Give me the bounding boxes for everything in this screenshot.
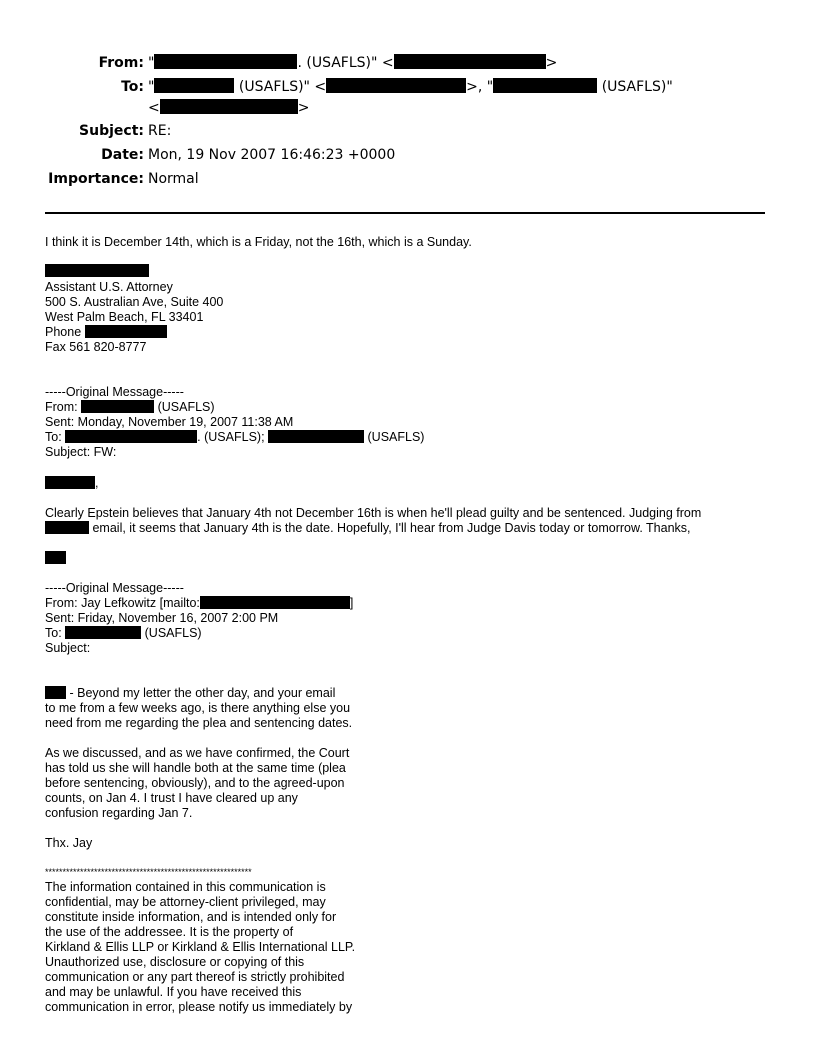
disclaimer-line: constitute inside information, and is intended only for xyxy=(45,910,337,924)
redaction-box xyxy=(45,264,149,277)
redaction-box xyxy=(493,78,597,93)
to-value-line2: < > xyxy=(148,100,310,116)
original-subject: Subject: FW: xyxy=(45,445,117,459)
jay-paragraph-line: before sentencing, obviously), and to the agreed-upon xyxy=(45,776,345,790)
jay-paragraph-line: counts, on Jan 4. I trust I have cleared up any xyxy=(45,791,298,805)
disclaimer-line: confidential, may be attorney-client privileged, may xyxy=(45,895,326,909)
redaction-box xyxy=(160,99,298,114)
message-paragraph-line: Clearly Epstein believes that January 4th not December 16th is when he'll plead guilty and be sentenced. Judging from xyxy=(45,506,702,520)
to-value: " (USAFLS)" < >, " (USAFLS)" xyxy=(148,79,673,95)
from-label: From: xyxy=(98,55,144,71)
disclaimer-line: the use of the addressee. It is the property of xyxy=(45,925,294,939)
disclaimer-line: Unauthorized use, disclosure or copying of this xyxy=(45,955,305,969)
disclaimer-line: The information contained in this communication is xyxy=(45,880,326,894)
jay-paragraph-line: - Beyond my letter the other day, and your email xyxy=(45,686,335,701)
jay-signoff: Thx. Jay xyxy=(45,836,93,850)
date-value: Mon, 19 Nov 2007 16:46:23 +0000 xyxy=(148,147,396,163)
original-to: To: (USAFLS) xyxy=(45,626,202,640)
from-value: " . (USAFLS)" < > xyxy=(148,55,558,71)
redaction-box xyxy=(65,430,197,443)
greeting: , xyxy=(45,476,98,491)
importance-label: Importance: xyxy=(48,171,144,187)
redaction-box xyxy=(45,476,95,489)
original-sent: Sent: Monday, November 19, 2007 11:38 AM xyxy=(45,415,294,429)
redaction-box xyxy=(200,596,350,609)
importance-value: Normal xyxy=(148,171,199,187)
signature-fax: Fax 561 820-8777 xyxy=(45,340,147,354)
message-paragraph-line: email, it seems that January 4th is the date. Hopefully, I'll hear from Judge Davis today or tomorrow. Thanks, xyxy=(45,521,691,536)
redaction-box xyxy=(394,54,546,69)
subject-label: Subject: xyxy=(79,123,144,139)
disclaimer-line: and may be unlawful. If you have received this xyxy=(45,985,302,999)
signature-address-1: 500 S. Australian Ave, Suite 400 xyxy=(45,295,224,309)
original-from: From: Jay Lefkowitz [mailto: ] xyxy=(45,596,354,610)
signature-phone: Phone xyxy=(45,325,167,340)
disclaimer-separator: *********************************************************** xyxy=(45,867,252,877)
original-subject: Subject: xyxy=(45,641,91,655)
redaction-box xyxy=(45,521,89,534)
original-message-separator: -----Original Message----- xyxy=(45,581,184,595)
signature-title: Assistant U.S. Attorney xyxy=(45,280,173,294)
jay-paragraph-line: to me from a few weeks ago, is there anything else you xyxy=(45,701,351,715)
jay-paragraph-line: As we discussed, and as we have confirmed, the Court xyxy=(45,746,350,760)
redaction-box xyxy=(154,78,234,93)
redaction-box xyxy=(326,78,466,93)
jay-paragraph-line: confusion regarding Jan 7. xyxy=(45,806,193,820)
signature-name xyxy=(45,264,149,279)
disclaimer-line: communication in error, please notify us immediately by xyxy=(45,1000,353,1014)
redaction-box xyxy=(45,686,66,699)
redaction-box xyxy=(65,626,141,639)
to-label: To: xyxy=(121,79,144,95)
original-sent: Sent: Friday, November 16, 2007 2:00 PM xyxy=(45,611,279,625)
jay-paragraph-line: need from me regarding the plea and sentencing dates. xyxy=(45,716,353,730)
disclaimer-line: Kirkland & Ellis LLP or Kirkland & Ellis International LLP. xyxy=(45,940,356,954)
redaction-box xyxy=(268,430,364,443)
original-message-separator: -----Original Message----- xyxy=(45,385,184,399)
jay-paragraph-line: has told us she will handle both at the same time (plea xyxy=(45,761,346,775)
subject-value: RE: xyxy=(148,123,172,139)
date-label: Date: xyxy=(101,147,144,163)
original-to: To: . (USAFLS); (USAFLS) xyxy=(45,430,425,444)
redaction-box xyxy=(81,400,154,413)
reply-text: I think it is December 14th, which is a Friday, not the 16th, which is a Sunday. xyxy=(45,235,472,249)
redaction-box xyxy=(45,551,66,564)
redaction-box xyxy=(154,54,297,69)
signoff xyxy=(45,551,66,566)
header-divider xyxy=(45,212,765,214)
original-from: From: (USAFLS) xyxy=(45,400,215,414)
signature-address-2: West Palm Beach, FL 33401 xyxy=(45,310,204,324)
redaction-box xyxy=(85,325,167,338)
disclaimer-line: communication or any part thereof is strictly prohibited xyxy=(45,970,345,984)
